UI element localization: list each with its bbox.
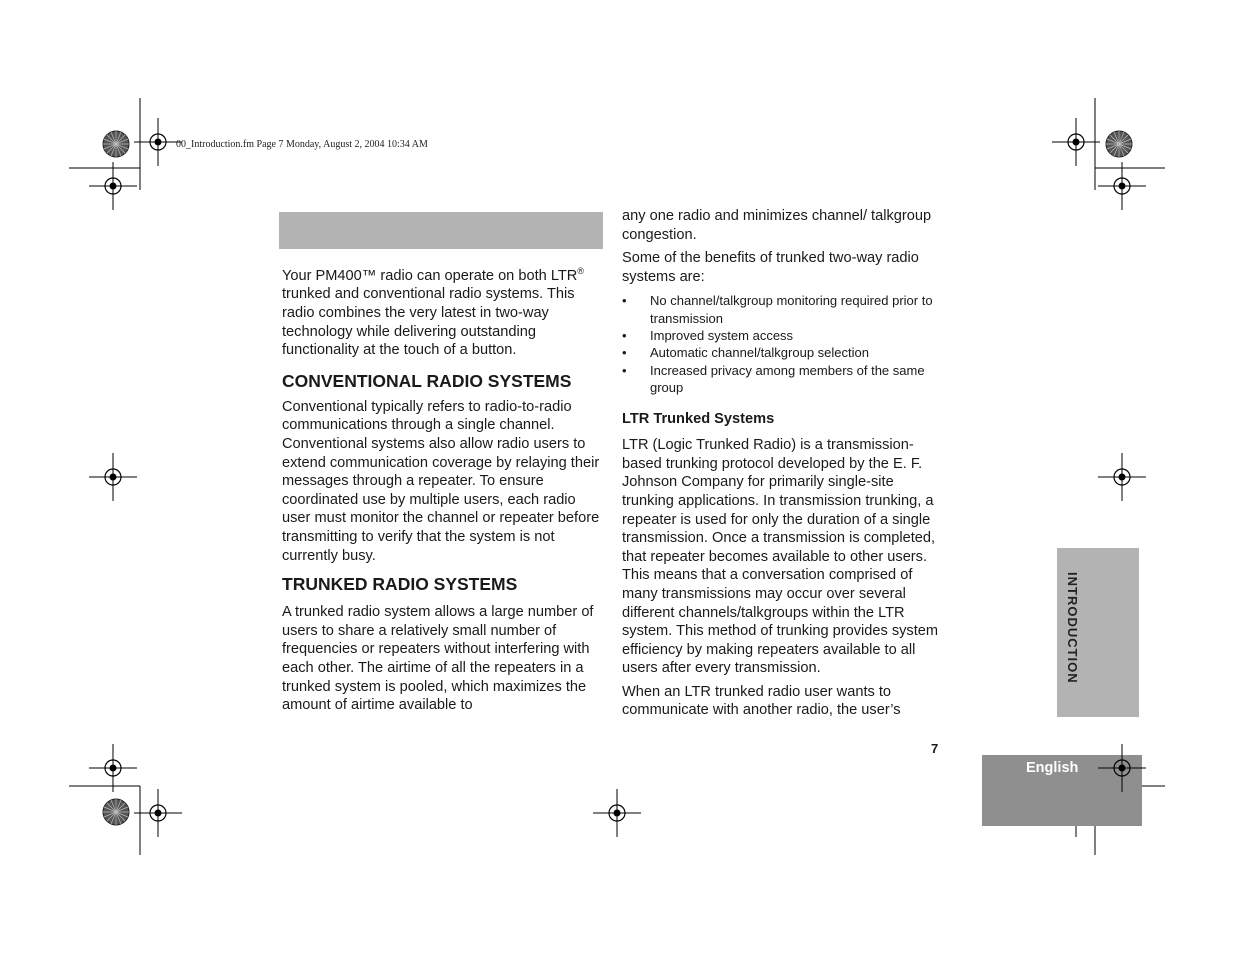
benefits-intro: Some of the benefits of trunked two-way radio systems are: (622, 250, 919, 285)
ltr-heading: LTR Trunked Systems (622, 411, 775, 428)
list-item: • Automatic channel/talkgroup selection (622, 345, 869, 361)
conventional-paragraph: Conventional typically refers to radio-to-radio communications through a single channel. Conventional systems also allow radio users to extend communication coverage by relaying their messages through a repeater. To ensure coordinated use by multiple users, each radio user must monitor the channel or repeater before transmitting to verify that the system is not currently busy. (282, 398, 600, 564)
intro-text-start: Your PM400™ radio can operate on both LTR (282, 267, 578, 284)
conventional-heading: CONVENTIONAL RADIO SYSTEMS (282, 370, 572, 391)
registration-mark (1098, 453, 1146, 501)
list-item: • Improved system access (622, 327, 794, 343)
benefits-list (622, 292, 944, 396)
right-column (622, 207, 944, 720)
registration-mark (1098, 162, 1146, 210)
section-tab-label: INTRODUCTION (1065, 572, 1080, 684)
registration-mark (1052, 118, 1100, 166)
intro-paragraph (282, 262, 604, 360)
trunked-heading: TRUNKED RADIO SYSTEMS (282, 574, 518, 595)
list-item: • Increased privacy among members of the same group (622, 362, 925, 395)
ltr-paragraph: LTR (Logic Trunked Radio) is a transmission-based trunking protocol developed by the E. F. Johnson Company for primarily single-site trunking applications. In transmission trunking, a repeater is used for only the duration of a single transmission. Once a transmission is completed, that repeater becomes available to other users. This means that a conversation comprised of many transmissions may occur over several different channels/talkgroups within the LTR system. This method of trunking provides system efficiency by making repeaters available to all users after every transmission. (622, 437, 939, 677)
section-header-bar (279, 212, 603, 249)
registration-mark (134, 118, 182, 166)
page-number: 7 (931, 741, 939, 756)
intro-text-end: trunked and conventional radio systems. This radio combines the very latest in two-way technology while delivering outstanding functionality at the touch of a button. (282, 286, 575, 359)
registration-mark (89, 744, 137, 792)
registration-mark (89, 453, 137, 501)
registration-mark (134, 789, 182, 837)
sunburst-mark (1106, 131, 1132, 157)
file-header: 00_Introduction.fm Page 7 Monday, August 2, 2004 10:34 AM (176, 139, 428, 150)
registration-mark (89, 162, 137, 210)
sunburst-mark (103, 799, 129, 825)
continuation-paragraph: any one radio and minimizes channel/ talkgroup congestion. (622, 208, 932, 243)
trunked-paragraph: A trunked radio system allows a large number of users to share a relatively small number of frequencies or repeaters without interfering with each other. The airtime of all the repeaters in a trunked system is pooled, which maximizes the amount of airtime available to (282, 604, 594, 714)
registration-mark (593, 789, 641, 837)
final-paragraph: When an LTR trunked radio user wants to communicate with another radio, the user’s (622, 683, 901, 719)
list-item: • No channel/talkgroup monitoring required prior to transmission (622, 293, 933, 326)
sunburst-mark (103, 131, 129, 157)
registered-mark: ® (577, 266, 584, 276)
language-tab-label: English (1026, 760, 1079, 776)
left-column (282, 262, 604, 715)
